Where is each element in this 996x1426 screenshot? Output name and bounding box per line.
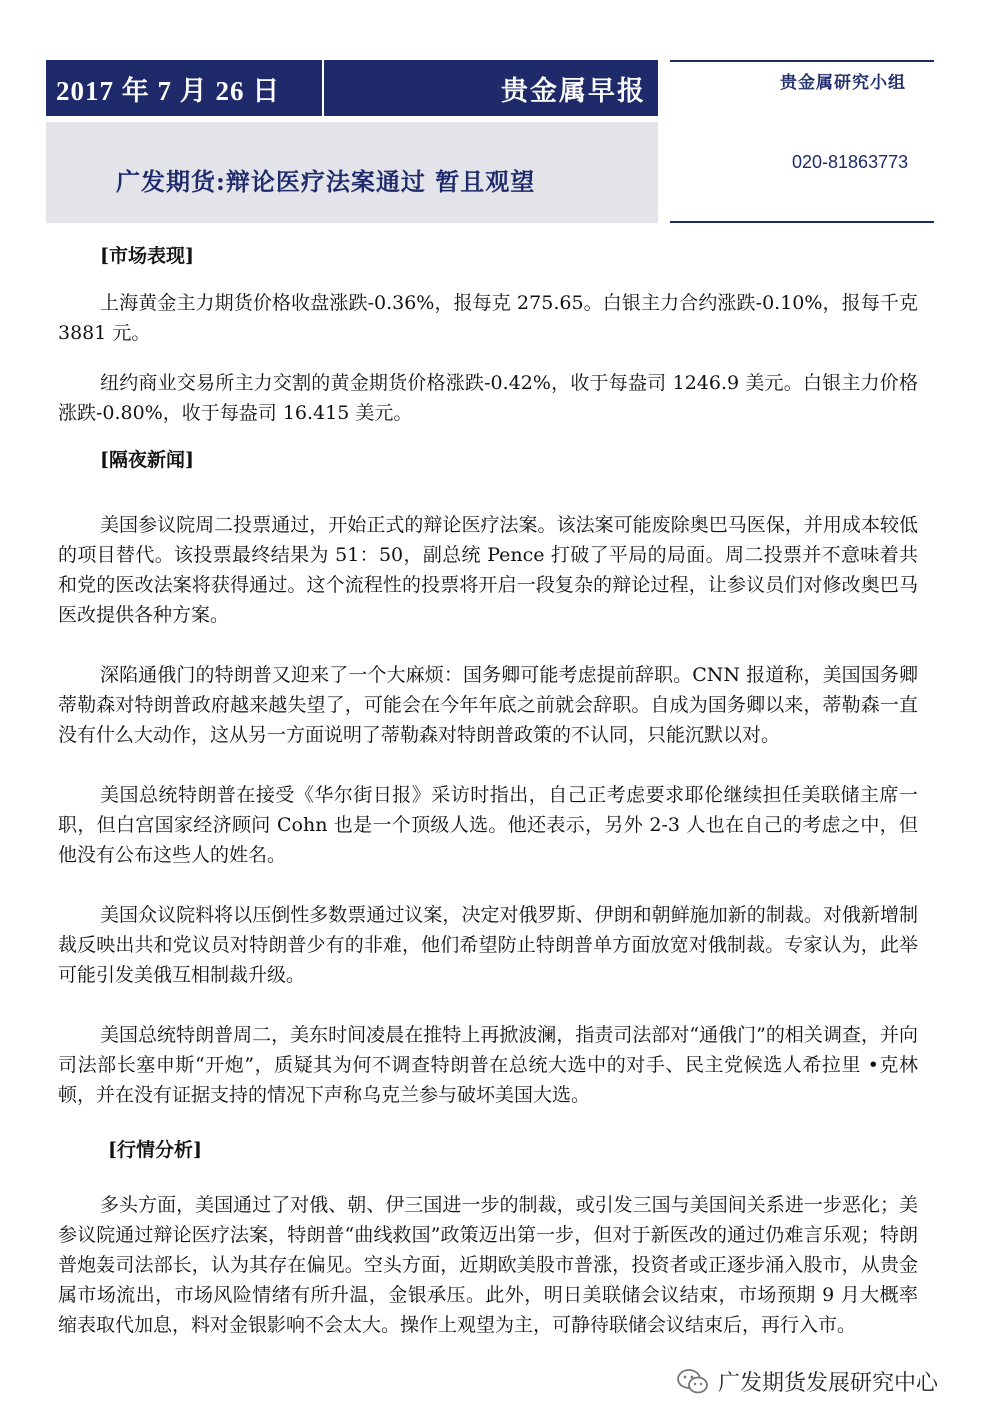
paragraph: 多头方面，美国通过了对俄、朝、伊三国进一步的制裁，或引发三国与美国间关系进一步恶化；美参议院通过辩论医疗法案，特朗普“曲线救国”政策迈出第一步，但对于新医改的通过仍难言乐观；特朗普炮轰司法部长，认为其存在偏见。空头方面，近期欧美股市普涨，投资者或正逐步涌入股市，从贵金属市场流出，市场风险情绪有所升温，金银承压。此外，明日美联储会议结束，市场预期 9 月大概率缩表取代加息，料对金银影响不会太大。操作上观望为主，可静待联储会议结束后，再行入市。 bbox=[58, 1194, 918, 1336]
header-date-box bbox=[46, 60, 322, 116]
paragraph: 上海黄金主力期货价格收盘涨跌-0.36%，报每克 275.65。白银主力合约涨跌-0.10%，报每千克 3881 元。 bbox=[58, 292, 918, 344]
page-title: 广发期货:辩论医疗法案通过 暂且观望 bbox=[116, 167, 536, 196]
report-date: 2017 年 7 月 26 日 bbox=[56, 75, 281, 106]
article-body bbox=[58, 236, 918, 1340]
paragraph: 深陷通俄门的特朗普又迎来了一个大麻烦：国务卿可能考虑提前辞职。CNN 报道称，美国国务卿蒂勒森对特朗普政府越来越失望了，可能会在今年年底之前就会辞职。自成为国务卿以来，蒂勒森一直没有什么大动作，这从另一方面说明了蒂勒森对特朗普政策的不认同，只能沉默以对。 bbox=[58, 664, 918, 746]
paragraph: 美国总统特朗普在接受《华尔街日报》采访时指出，自己正考虑要求耶伦继续担任美联储主席一职，但白宫国家经济顾问 Cohn 也是一个顶级人选。他还表示，另外 2-3 人也在自己的考虑之中，但他没有公布这些人的姓名。 bbox=[58, 784, 918, 866]
paragraph: 纽约商业交易所主力交割的黄金期货价格涨跌-0.42%，收于每盎司 1246.9 美元。白银主力价格涨跌-0.80%，收于每盎司 16.415 美元。 bbox=[58, 372, 918, 424]
paragraph: 美国总统特朗普周二，美东时间凌晨在推特上再掀波澜，指责司法部对“通俄门”的相关调查，并向司法部长塞申斯“开炮”，质疑其为何不调查特朗普在总统大选中的对手、民主党候选人希拉里 •克林顿，并在没有证据支持的情况下声称乌克兰参与破坏美国大选。 bbox=[58, 1024, 918, 1106]
paragraph: 美国参议院周二投票通过，开始正式的辩论医疗法案。该法案可能废除奥巴马医保，并用成本较低的项目替代。该投票最终结果为 51：50，副总统 Pence 打破了平局的局面。周二投票并不意味着共和党的医改法案将获得通过。这个流程性的投票将开启一段复杂的辩论过程，让参议员们对修改奥巴马医改提供各种方案。 bbox=[58, 514, 918, 626]
section-title-analysis: [行情分析] bbox=[108, 1139, 202, 1161]
paragraph: 美国众议院料将以压倒性多数票通过议案，决定对俄罗斯、伊朗和朝鲜施加新的制裁。对俄新增制裁反映出共和党议员对特朗普少有的非难，他们希望防止特朗普单方面放宽对俄制裁。专家认为，此举可能引发美俄互相制裁升级。 bbox=[58, 904, 918, 986]
section-title-news: [隔夜新闻] bbox=[100, 449, 194, 471]
watermark bbox=[676, 1366, 938, 1397]
divider-top bbox=[670, 60, 934, 62]
divider-bottom bbox=[670, 221, 934, 223]
subtitle-box bbox=[46, 122, 658, 223]
phone-number: 020-81863773 bbox=[792, 152, 909, 172]
research-group: 贵金属研究小组 bbox=[780, 73, 906, 93]
section-title-market: [市场表现] bbox=[100, 245, 194, 267]
watermark-text: 广发期货发展研究中心 bbox=[718, 1371, 939, 1396]
header-title-box bbox=[324, 60, 658, 116]
wechat-icon bbox=[676, 1367, 710, 1397]
report-type: 贵金属早报 bbox=[501, 75, 646, 107]
